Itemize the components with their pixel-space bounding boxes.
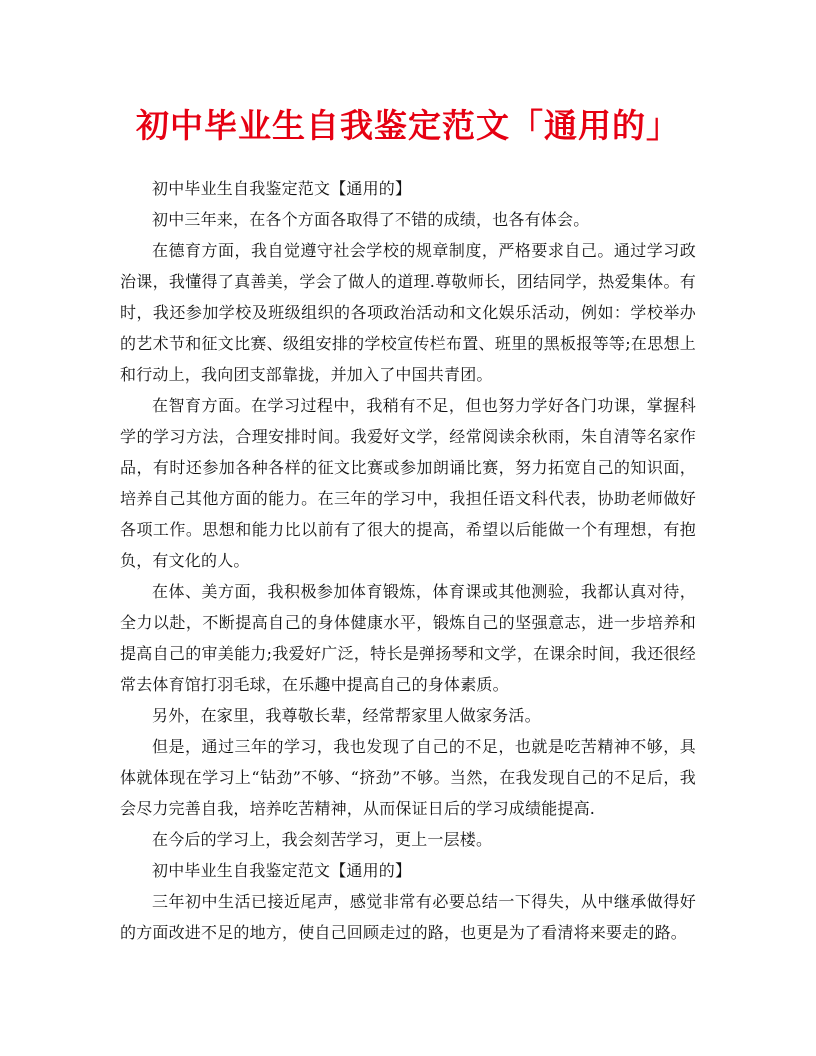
- paragraph-intellectual-education: 在智育方面。在学习过程中，我稍有不足，但也努力学好各门功课，掌握科学的学习方法，合理安排时间。我爱好文学，经常阅读余秋雨，朱自清等名家作品，有时还参加各种各样的征文比赛或参加朗诵比赛，努力拓宽自己的知识面，培养自己其他方面的能力。在三年的学习中，我担任语文科代表，协助老师做好各项工作。思想和能力比以前有了很大的提高，希望以后能做一个有理想，有抱负，有文化的人。: [120, 396, 696, 570]
- paragraph-summary: 三年初中生活已接近尾声，感觉非常有必要总结一下得失，从中继承做得好的方面改进不足的地方，使自己回顾走过的路，也更是为了看清将来要走的路。: [120, 892, 696, 942]
- document-title: 初中毕业生自我鉴定范文「通用的」: [136, 106, 680, 145]
- paragraph-future: 在今后的学习上，我会刻苦学习，更上一层楼。: [152, 830, 493, 849]
- paragraph-shortcomings: 但是，通过三年的学习，我也发现了自己的不足，也就是吃苦精神不够，具体就体现在学习上“钻劲”不够、“挤劲”不够。当然，在我发现自己的不足后，我会尽力完善自我，培养吃苦精神，从而保证日后的学习成绩能提高.: [120, 737, 696, 818]
- paragraph-family: 另外，在家里，我尊敬长辈，经常帮家里人做家务活。: [152, 706, 541, 725]
- paragraph-subheading-2: 初中毕业生自我鉴定范文【通用的】: [152, 861, 412, 880]
- document-body: [120, 173, 696, 948]
- paragraph-intro: 初中三年来，在各个方面各取得了不错的成绩，也各有体会。: [152, 210, 590, 229]
- paragraph-moral-education: 在德育方面，我自觉遵守社会学校的规章制度，严格要求自己。通过学习政治课，我懂得了真善美，学会了做人的道理.尊敬师长，团结同学，热爱集体。有时，我还参加学校及班级组织的各项政治活动和文化娱乐活动，例如：学校举办的艺术节和征文比赛、级组安排的学校宣传栏布置、班里的黑板报等等;在思想上和行动上，我向团支部靠拢，并加入了中国共青团。: [120, 241, 696, 384]
- paragraph-subheading: 初中毕业生自我鉴定范文【通用的】: [152, 179, 412, 198]
- paragraph-physical-aesthetic: 在体、美方面，我积极参加体育锻炼，体育课或其他测验，我都认真对待，全力以赴，不断提高自己的身体健康水平，锻炼自己的坚强意志，进一步培养和提高自己的审美能力;我爱好广泛，特长是弹扬琴和文学，在课余时间，我还很经常去体育馆打羽毛球，在乐趣中提高自己的身体素质。: [120, 582, 696, 694]
